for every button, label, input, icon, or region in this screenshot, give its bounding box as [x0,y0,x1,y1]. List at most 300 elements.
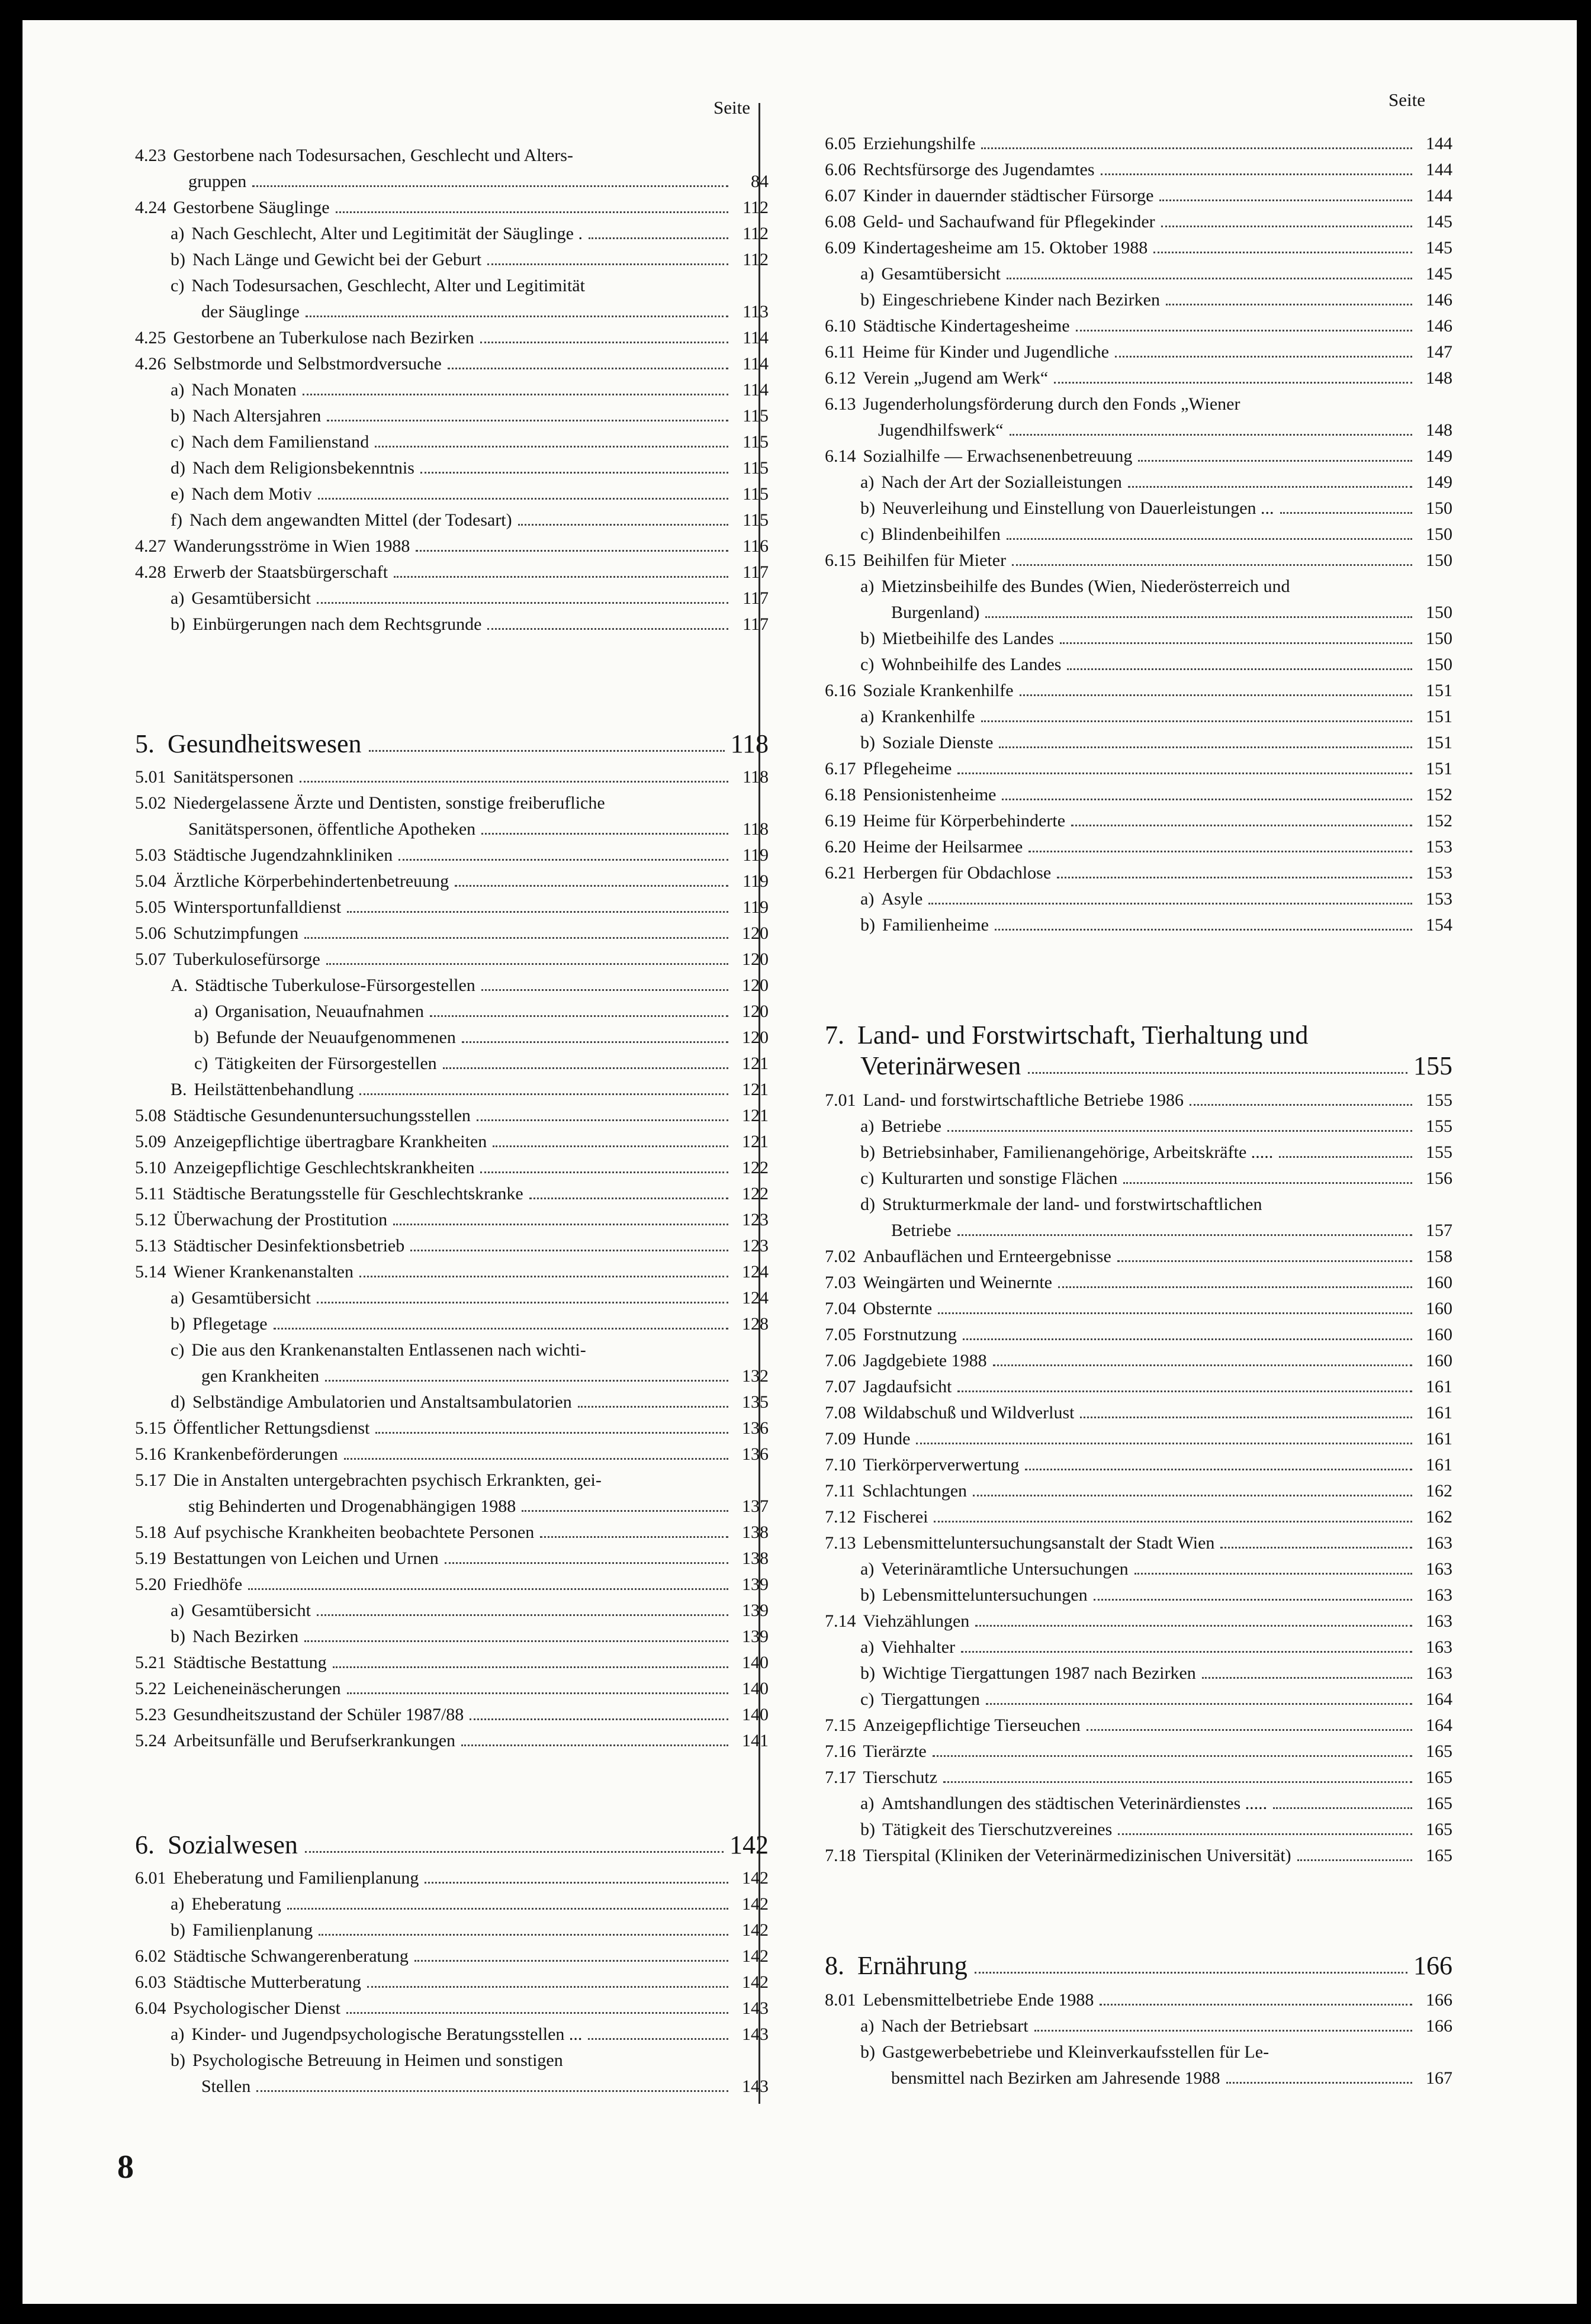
toc-entry [194,1054,769,1074]
toc-entry-title: Nach der Art der Sozialleistungen [881,472,1122,492]
toc-entry [825,368,1452,388]
dot-leader [1002,799,1412,800]
toc-entry-number: 6.13 [825,394,856,414]
toc-entry-page: 142 [742,1946,769,1966]
toc-entry [860,733,1452,753]
toc-entry-number: b) [860,2042,875,2062]
toc-entry-page: 137 [742,1496,769,1516]
toc-entry [135,923,769,944]
toc-entry-page: 140 [742,1705,769,1724]
toc-entry-page: 161 [1426,1403,1452,1422]
toc-entry-number: 6.02 [135,1946,166,1966]
toc-entry-page: 136 [742,1418,769,1438]
toc-entry-number: b) [171,1314,185,1334]
toc-entry [825,1351,1452,1371]
toc-entry-title: Städtische Beratungsstelle für Geschlechtskranke [172,1184,523,1203]
toc-entry-page: 150 [1426,603,1452,622]
toc-entry-title: Veterinäramtliche Untersuchungen [881,1559,1129,1579]
dot-leader [1034,2030,1412,2032]
dot-leader [480,342,728,343]
dot-leader [394,576,728,578]
toc-entry [825,316,1452,336]
toc-entry-title: Pflegeheime [863,759,952,778]
toc-entry [201,1366,769,1386]
toc-entry-page: 139 [742,1627,769,1646]
toc-entry [825,863,1452,883]
section-title: Land- und Forstwirtschaft, Tierhaltung und [857,1021,1309,1050]
toc-entry-line [860,2042,1269,2062]
dot-leader [928,903,1412,905]
column-divider [758,103,760,2104]
toc-entry [860,1559,1452,1579]
toc-entry-page: 165 [1426,1794,1452,1813]
dot-leader [375,446,728,448]
section-page: 142 [729,1830,769,1859]
dot-leader [326,963,728,965]
dot-leader [1279,1156,1412,1158]
toc-entry-number: 5.11 [135,1184,166,1203]
toc-entry-number: 5.18 [135,1522,166,1542]
toc-entry-page: 117 [743,614,769,634]
toc-entry-title: Die in Anstalten untergebrachten psychisch Erkrankten, gei- [173,1470,602,1490]
document-page [23,20,1577,2304]
toc-entry-number: 6.12 [825,368,856,388]
dot-leader [1202,1677,1412,1679]
toc-entry [860,1142,1452,1163]
toc-entry-page: 146 [1426,316,1452,336]
toc-entry-title: Familienheime [882,915,989,935]
toc-entry [825,186,1452,206]
toc-entry-page: 136 [742,1444,769,1464]
toc-entry-page: 142 [742,1894,769,1914]
toc-entry-title: Erwerb der Staatsbürgerschaft [173,562,388,582]
toc-entry-page: 115 [743,458,769,478]
toc-entry [135,1132,769,1152]
toc-entry [860,629,1452,649]
toc-entry-number: f) [171,510,182,530]
dot-leader [1028,851,1412,852]
toc-entry-number: a) [860,264,875,284]
toc-entry-page: 120 [742,976,769,995]
toc-entry-number: c) [171,1340,185,1360]
dot-leader [1297,1859,1412,1861]
toc-entry-number: b) [171,250,185,269]
toc-entry-page: 115 [743,432,769,452]
dot-leader [393,1224,728,1225]
toc-entry-number: d) [171,1392,185,1412]
toc-entry [825,785,1452,805]
toc-entry [860,1794,1452,1814]
toc-entry-number: 5.07 [135,949,166,969]
toc-entry-page: 139 [742,1575,769,1594]
toc-entry-title: Heilstättenbehandlung [194,1080,354,1099]
toc-entry-number: 6.16 [825,681,856,700]
toc-entry-number: 4.26 [135,354,166,374]
toc-entry-title: Forstnutzung [863,1325,957,1344]
dot-leader [1007,538,1412,540]
toc-entry-number: b) [171,1627,185,1646]
toc-entry-number: 7.07 [825,1377,856,1396]
toc-entry-page: 132 [742,1366,769,1386]
dot-leader [1128,486,1412,488]
toc-entry-title: Amtshandlungen des städtischen Veterinärdienstes ..... [881,1794,1268,1813]
toc-entry-line [135,793,605,813]
toc-entry-title: Mietbeihilfe des Landes [882,629,1054,648]
toc-entry [135,354,769,374]
dot-leader [1010,434,1412,436]
toc-entry-page: 121 [742,1106,769,1125]
dot-leader [481,989,728,991]
dot-leader [1123,1182,1412,1184]
toc-entry-page: 135 [742,1392,769,1412]
toc-entry [825,134,1452,154]
toc-entry-page: 114 [743,380,769,400]
toc-entry-number: b) [194,1028,209,1047]
toc-entry-title: Tierkörperverwertung [863,1455,1020,1475]
toc-entry-title: Nach dem Familienstand [191,432,369,452]
toc-entry-number: a) [860,2016,875,2036]
toc-entry [860,915,1452,935]
section-title: Ernährung [857,1951,968,1980]
toc-entry-number: 4.28 [135,562,166,582]
dot-leader [1020,694,1412,696]
toc-entry-line [171,2051,563,2071]
dot-leader [425,1882,728,1884]
toc-entry [860,472,1452,493]
dot-leader [529,1198,728,1199]
toc-entry [825,1325,1452,1345]
toc-entry-page: 165 [1426,1742,1452,1761]
toc-entry-continuation: Burgenland) [891,603,980,622]
toc-entry-title: Pflegetage [192,1314,268,1334]
section-page: 155 [1413,1051,1452,1080]
toc-entry [171,1627,769,1647]
dot-leader [414,1960,728,1962]
toc-entry-number: c) [171,432,185,452]
dot-leader [1159,199,1412,201]
toc-entry-page: 161 [1426,1429,1452,1449]
toc-entry-title: Organisation, Neuaufnahmen [215,1002,424,1021]
toc-entry-title: Neuverleihung und Einstellung von Dauerleistungen ... [882,498,1274,518]
toc-entry-page: 157 [1426,1221,1452,1240]
toc-entry-title: Asyle [881,889,923,909]
toc-entry-title: Nach der Betriebsart [881,2016,1028,2036]
toc-entry [171,1894,769,1914]
dot-leader [1076,330,1412,331]
toc-entry-title: Gesamtübersicht [191,1288,311,1308]
toc-entry-page: 146 [1426,290,1452,310]
dot-leader [1161,226,1412,227]
toc-entry-number: 5.02 [135,793,166,813]
dot-leader [1153,252,1412,253]
toc-entry-page: 122 [742,1184,769,1203]
toc-entry-number: a) [171,380,185,400]
toc-entry [825,1273,1452,1293]
toc-entry-page: 150 [1426,655,1452,674]
toc-entry [135,1946,769,1966]
dot-leader [963,1338,1412,1340]
dot-leader [359,1276,728,1277]
toc-entry [891,2068,1452,2088]
toc-entry [825,1429,1452,1449]
toc-entry-title: Viehhalter [881,1637,956,1657]
dot-leader [1138,460,1412,462]
toc-entry [825,238,1452,258]
toc-entry-page: 165 [1426,1846,1452,1865]
toc-entry-page: 167 [1426,2068,1452,2088]
dot-leader [957,1390,1412,1392]
dot-leader [1117,1260,1412,1262]
toc-entry-title: Anzeigepflichtige Tierseuchen [863,1715,1081,1735]
toc-entry [194,1002,769,1022]
toc-entry-continuation: Betriebe [891,1221,952,1240]
dot-leader [947,1130,1412,1132]
toc-entry [135,328,769,348]
toc-entry-title: Betriebe [881,1116,941,1136]
dot-leader [938,1312,1412,1314]
toc-entry-page: 142 [742,1868,769,1888]
toc-entry-page: 145 [1426,238,1452,257]
toc-entry-page: 155 [1426,1142,1452,1162]
toc-entry-title: Anzeigepflichtige Geschlechtskrankheiten [173,1158,475,1177]
dot-leader [305,1851,724,1853]
toc-entry [825,1403,1452,1423]
toc-entry-title: Überwachung der Prostitution [173,1210,388,1229]
toc-entry [135,1998,769,2019]
toc-entry-page: 121 [742,1054,769,1073]
toc-entry-page: 151 [1426,759,1452,778]
toc-entry-title: Land- und forstwirtschaftliche Betriebe 1986 [863,1090,1184,1110]
toc-entry-number: 4.25 [135,328,166,347]
toc-entry-number: 5.09 [135,1132,166,1151]
toc-entry-number: 6.07 [825,186,856,205]
toc-entry [171,1080,769,1100]
toc-entry-number: 7.14 [825,1611,856,1631]
toc-entry-title: Nach Länge und Gewicht bei der Geburt [192,250,482,269]
seite-label: Seite [1388,89,1425,110]
toc-entry-number: 7.08 [825,1403,856,1422]
toc-entry [188,1496,769,1517]
section-heading [135,1830,769,1860]
page-number: 8 [117,2149,134,2185]
toc-entry-number: 6.03 [135,1972,166,1992]
dot-leader [480,1171,728,1173]
toc-entry-title: Nach Geschlecht, Alter und Legitimität der Säuglinge . [191,224,583,243]
dot-leader [985,616,1412,618]
toc-entry [878,420,1452,440]
toc-entry-title: Kinder in dauernder städtischer Fürsorge [863,186,1154,205]
toc-entry-page: 143 [742,1998,769,2018]
dot-leader [487,628,728,630]
toc-entry [135,845,769,865]
toc-entry-number: 5.12 [135,1210,166,1229]
toc-entry [171,484,769,504]
toc-entry-title: Gesundheitszustand der Schüler 1987/88 [173,1705,464,1724]
toc-entry-number: 5.16 [135,1444,166,1464]
dot-leader [975,1625,1412,1627]
toc-entry-page: 113 [743,302,769,321]
toc-entry-page: 140 [742,1679,769,1698]
toc-entry [860,1663,1452,1684]
toc-entry-title: Gesamtübersicht [881,264,1001,284]
toc-entry-number: 6.15 [825,551,856,570]
toc-entry [171,976,769,996]
toc-entry-page: 115 [743,406,769,426]
toc-entry-page: 148 [1426,420,1452,440]
toc-entry-title: Strukturmerkmale der land- und forstwirtschaftlichen [882,1195,1262,1214]
section-title: Gesundheitswesen [168,729,362,758]
section-number: 8. [825,1951,844,1980]
toc-entry-number: 5.17 [135,1470,166,1490]
toc-entry-number: a) [860,1116,875,1136]
toc-entry-number: 6.10 [825,316,856,336]
toc-entry-number: b) [860,290,875,310]
dot-leader [1087,1729,1412,1731]
toc-entry-page: 164 [1426,1689,1452,1709]
toc-entry-title: Rechtsfürsorge des Jugendamtes [863,160,1095,179]
toc-entry-number: 6.01 [135,1868,166,1888]
toc-entry [188,172,769,192]
toc-entry-number: a) [860,1794,875,1813]
dot-leader [304,1640,728,1642]
toc-entry-number: 6.05 [825,134,856,153]
toc-entry-title: Geld- und Sachaufwand für Pflegekinder [863,212,1155,231]
toc-entry-title: Kindertagesheime am 15. Oktober 1988 [863,238,1148,257]
toc-entry-title: Soziale Dienste [882,733,994,752]
toc-entry-number: 7.02 [825,1247,856,1266]
toc-entry-number: b) [171,2051,185,2070]
toc-entry-number: a) [860,472,875,492]
dot-leader [1094,1599,1412,1601]
toc-entry [860,524,1452,545]
toc-entry [135,1549,769,1569]
dot-leader [487,263,728,265]
toc-entry [860,2016,1452,2036]
toc-entry-page: 145 [1426,212,1452,231]
toc-entry-line [825,394,1240,414]
toc-entry-title: Auf psychische Krankheiten beobachtete Personen [173,1522,535,1542]
toc-entry [825,1611,1452,1631]
toc-entry-page: 120 [742,1028,769,1047]
dot-leader [1280,512,1412,514]
dot-leader [448,368,728,369]
toc-entry-line [860,577,1290,597]
toc-entry-number: 6.06 [825,160,856,179]
toc-entry-page: 151 [1426,707,1452,726]
toc-entry-page: 150 [1426,524,1452,544]
toc-entry-title: Städtische Mutterberatung [173,1972,361,1992]
toc-entry-page: 123 [742,1210,769,1229]
toc-entry-page: 163 [1426,1611,1452,1631]
dot-leader [304,937,728,939]
toc-entry-page: 160 [1426,1325,1452,1344]
toc-entry-page: 164 [1426,1715,1452,1735]
toc-entry-title: Selbstmorde und Selbstmordversuche [173,354,442,374]
toc-entry [171,432,769,452]
toc-entry-number: b) [860,1820,875,1839]
toc-entry-number: a) [860,889,875,909]
toc-entry [171,510,769,530]
toc-entry-number: 6.21 [825,863,856,883]
toc-entry [171,1601,769,1621]
toc-entry-page: 138 [742,1522,769,1542]
toc-entry-number: 5.01 [135,767,166,787]
toc-entry [135,1653,769,1673]
dot-leader [1057,877,1412,878]
toc-entry-page: 124 [742,1288,769,1308]
toc-entry-number: 5.20 [135,1575,166,1594]
toc-entry [825,811,1452,831]
toc-entry [171,1314,769,1334]
toc-entry [825,1247,1452,1267]
toc-entry-page: 161 [1426,1377,1452,1396]
toc-entry [860,1169,1452,1189]
dot-leader [493,1145,728,1147]
toc-entry-page: 120 [742,949,769,969]
toc-entry-page: 147 [1426,342,1452,362]
toc-entry [135,1106,769,1126]
toc-entry-number: 7.11 [825,1481,856,1501]
toc-entry-title: Kinder- und Jugendpsychologische Beratungsstellen ... [191,2024,583,2044]
dot-leader [420,472,728,474]
toc-entry-title: Befunde der Neuaufgenommenen [216,1028,456,1047]
toc-entry-number: b) [171,614,185,634]
toc-entry-number: 7.03 [825,1273,856,1292]
toc-entry-title: Tierspital (Kliniken der Veterinärmedizinischen Universität) [863,1846,1291,1865]
toc-entry [135,1575,769,1595]
toc-entry [135,1868,769,1888]
toc-entry-page: 155 [1426,1116,1452,1136]
toc-entry [891,1221,1452,1241]
toc-entry-title: Krankenbeförderungen [173,1444,338,1464]
dot-leader [416,550,728,552]
toc-entry-page: 117 [743,562,769,582]
toc-entry-page: 163 [1426,1559,1452,1579]
toc-entry-number: a) [860,707,875,726]
toc-entry-title: Schutzimpfungen [173,923,299,943]
toc-entry-number: a) [171,1601,185,1620]
toc-entry-page: 139 [742,1601,769,1620]
dot-leader [318,498,728,500]
toc-entry [171,588,769,609]
toc-entry [188,819,769,839]
toc-entry-title: Tierärzte [863,1742,927,1761]
toc-entry [171,224,769,244]
toc-entry [171,250,769,270]
dot-leader [1060,642,1412,644]
toc-entry-line [171,1340,586,1360]
toc-entry-page: 152 [1426,785,1452,804]
toc-entry-number: b) [860,1142,875,1162]
toc-entry-title: Städtische Gesundenuntersuchungsstellen [173,1106,471,1125]
toc-entry-continuation: Sanitätspersonen, öffentliche Apotheken [188,819,476,839]
dot-leader [1100,2004,1412,2006]
toc-entry-page: 161 [1426,1455,1452,1475]
toc-entry [135,198,769,218]
toc-entry [860,655,1452,675]
toc-entry-title: Sozialhilfe — Erwachsenenbetreuung [863,446,1133,466]
dot-leader [346,2012,728,2014]
toc-entry-title: Friedhöfe [173,1575,243,1594]
dot-leader [1220,1547,1412,1549]
toc-entry-title: Wintersportunfalldienst [173,897,342,917]
toc-entry-title: Erziehungshilfe [863,134,976,153]
toc-entry-number: 8.01 [825,1990,856,2010]
toc-entry-number: d) [860,1195,875,1214]
toc-entry [135,1236,769,1256]
toc-entry [825,837,1452,857]
toc-entry-title: Die aus den Krankenanstalten Entlassenen nach wichti- [191,1340,586,1360]
